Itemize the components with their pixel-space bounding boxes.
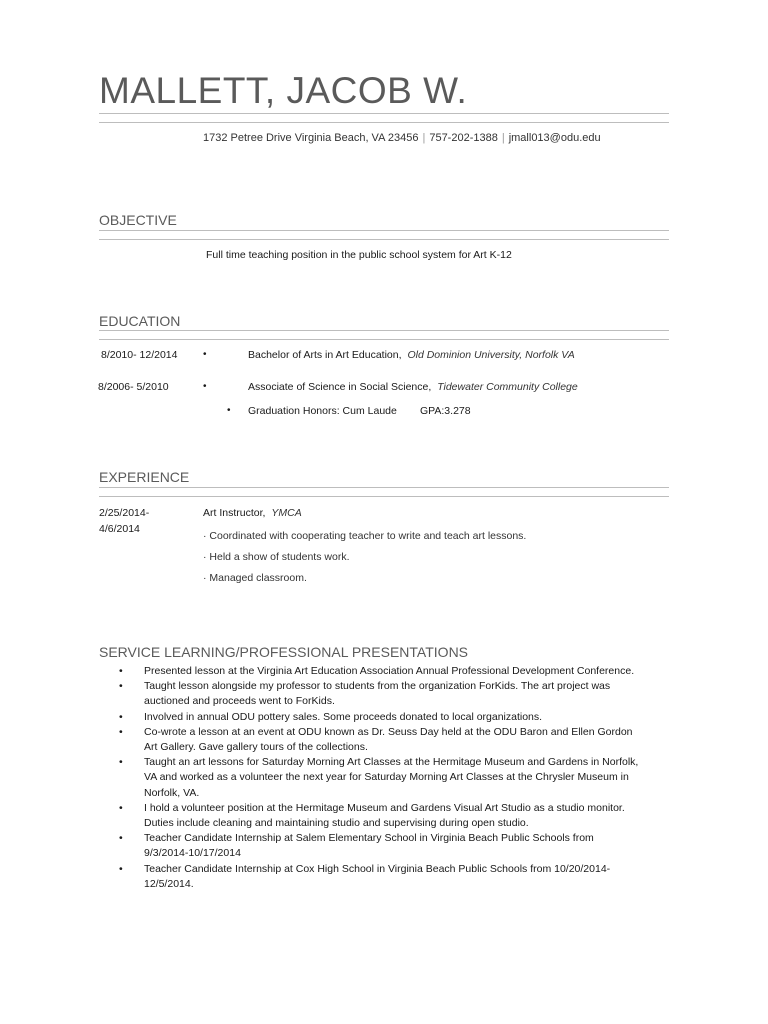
experience-dates-end: 4/6/2014 <box>99 523 140 535</box>
bullet: • <box>119 801 123 814</box>
education-entry <box>248 381 578 393</box>
bullet: • <box>119 832 123 845</box>
contact-line <box>203 132 601 144</box>
objective-divider-top <box>99 230 669 231</box>
education-divider-top <box>99 330 669 331</box>
education-dates: 8/2010- 12/2014 <box>101 349 178 361</box>
separator: | <box>422 132 426 144</box>
list-item <box>99 725 639 755</box>
list-item-text: Teacher Candidate Internship at Cox High School in Virginia Beach Public Schools from 10/20/2014-12/5/2014. <box>144 862 611 890</box>
list-item <box>99 664 639 679</box>
list-item-text: Taught an art lessons for Saturday Morning Art Classes at the Hermitage Museum and Gardens in Norfolk, VA and worked as a volunteer the next year for Saturday Morning Art Classes at the Chrysler Museum in Norfolk, VA. <box>144 756 639 799</box>
name-divider-bottom <box>99 122 669 123</box>
bullet: • <box>119 680 123 693</box>
bullet: • <box>203 381 207 392</box>
email: jmall013@odu.edu <box>508 132 601 144</box>
duty-item: · Managed classroom. <box>203 572 307 584</box>
honors: Graduation Honors: Cum Laude <box>248 405 397 417</box>
gpa: GPA:3.278 <box>420 405 471 417</box>
bullet: • <box>227 405 231 416</box>
service-list <box>99 664 639 892</box>
section-title-experience: EXPERIENCE <box>99 469 190 485</box>
list-item <box>99 755 639 801</box>
objective-text: Full time teaching position in the public school system for Art K-12 <box>206 249 512 261</box>
list-item <box>99 679 639 709</box>
section-title-objective: OBJECTIVE <box>99 212 177 228</box>
bullet: • <box>119 665 123 677</box>
degree: Associate of Science in Social Science, <box>248 381 432 393</box>
list-item-text: Teacher Candidate Internship at Salem Elementary School in Virginia Beach Public Schools from 9/3/2014-10/17/2014 <box>144 832 594 860</box>
duty-item: · Held a show of students work. <box>203 551 350 563</box>
resume-name: MALLETT, JACOB W. <box>99 70 468 111</box>
experience-role-line <box>203 507 302 519</box>
education-divider-bottom <box>99 339 669 340</box>
bullet: • <box>119 710 123 723</box>
bullet: • <box>119 756 123 769</box>
list-item-text: Co-wrote a lesson at an event at ODU known as Dr. Seuss Day held at the ODU Baron and Ellen Gordon Art Gallery. Gave gallery tours of the collections. <box>144 725 633 754</box>
experience-divider-top <box>99 487 669 488</box>
list-item-text: Involved in annual ODU pottery sales. Some proceeds donated to local organizations. <box>144 710 543 723</box>
section-title-service: SERVICE LEARNING/PROFESSIONAL PRESENTATIONS <box>99 644 469 660</box>
phone: 757-202-1388 <box>429 132 498 144</box>
education-dates: 8/2006- 5/2010 <box>98 381 169 393</box>
school: Old Dominion University, Norfolk VA <box>407 349 575 361</box>
role: Art Instructor, <box>203 507 266 519</box>
experience-divider-bottom <box>99 496 669 497</box>
list-item-text: Taught lesson alongside my professor to students from the organization ForKids. The art project was auctioned and proceeds went to ForKids. <box>144 680 611 708</box>
school: Tidewater Community College <box>437 381 578 393</box>
list-item <box>99 801 639 831</box>
list-item-text: I hold a volunteer position at the Hermitage Museum and Gardens Visual Art Studio as a studio monitor. Duties include cleaning and maintaining studio and supervising during open studio. <box>144 801 625 830</box>
bullet: • <box>203 349 207 360</box>
separator: | <box>501 132 505 144</box>
list-item <box>99 862 639 892</box>
degree: Bachelor of Arts in Art Education, <box>248 349 402 361</box>
education-entry <box>248 349 575 361</box>
list-item-text: Presented lesson at the Virginia Art Education Association Annual Professional Development Conference. <box>144 665 635 677</box>
duty-item: · Coordinated with cooperating teacher to write and teach art lessons. <box>203 530 527 542</box>
list-item <box>99 831 639 861</box>
address: 1732 Petree Drive Virginia Beach, VA 23456 <box>203 132 419 144</box>
list-item <box>99 710 639 725</box>
organization: YMCA <box>271 507 302 519</box>
name-divider-top <box>99 113 669 114</box>
objective-divider-bottom <box>99 239 669 240</box>
bullet: • <box>119 862 123 875</box>
experience-dates-start: 2/25/2014- <box>99 507 150 519</box>
section-title-education: EDUCATION <box>99 313 181 329</box>
bullet: • <box>119 725 123 738</box>
